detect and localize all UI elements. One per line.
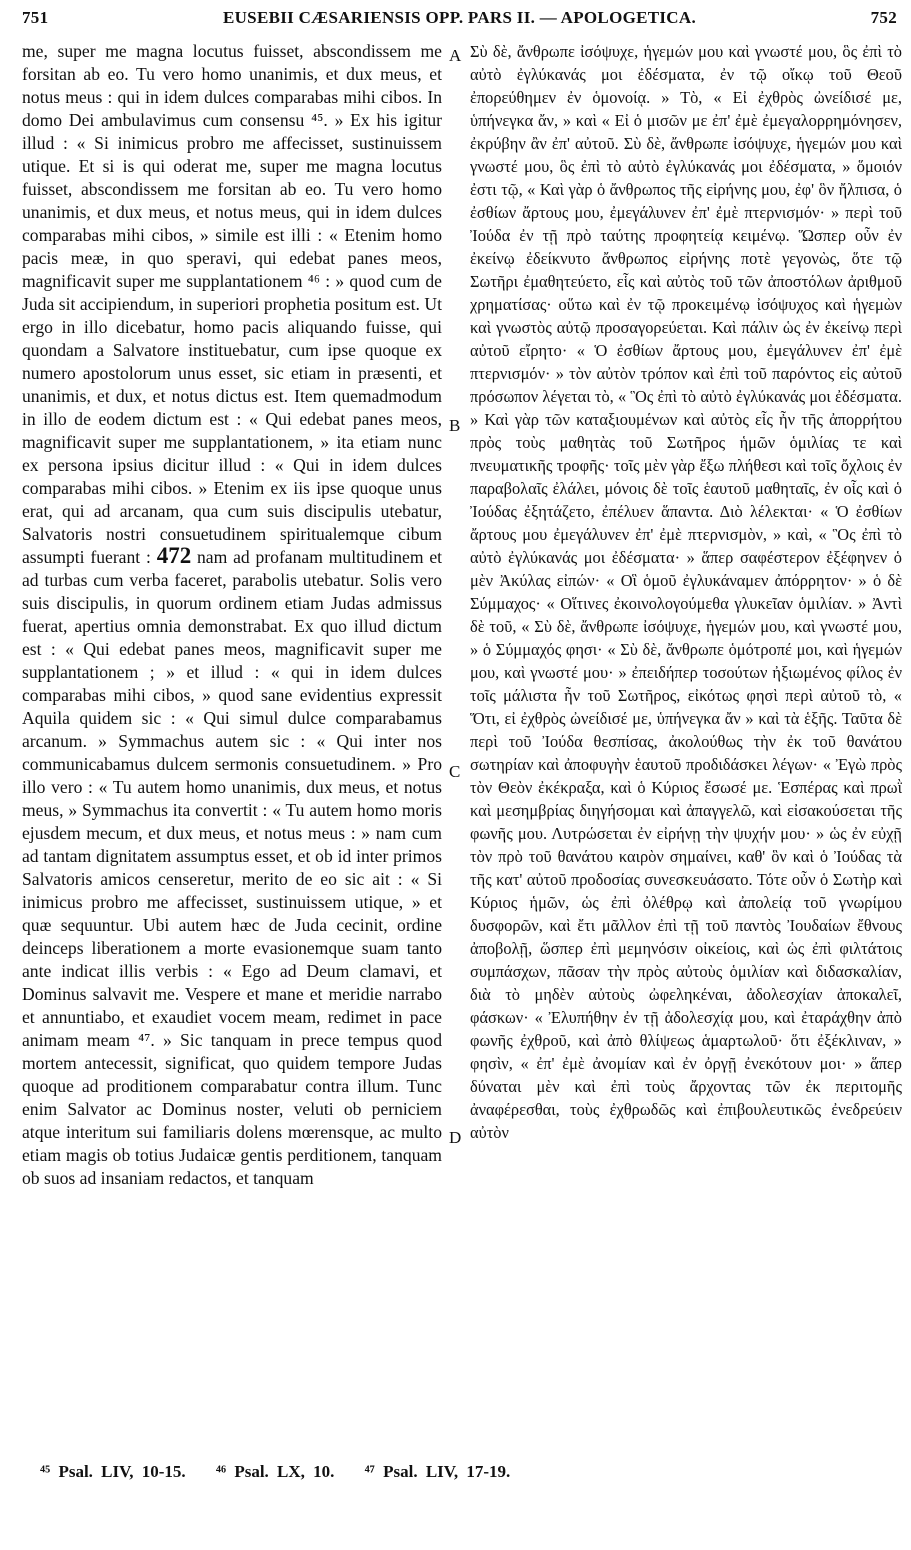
footnote: ⁴⁵ Psal. LIV, 10-15.: [40, 1462, 186, 1481]
greek-column: [470, 40, 902, 1458]
margin-marker-d: D: [449, 1128, 462, 1147]
footnotes: [40, 1462, 891, 1482]
footnote: ⁴⁶ Psal. LX, 10.: [215, 1462, 335, 1481]
greek-text: Σὺ δὲ, ἄνθρωπε ἰσόψυχε, ἡγεμών μου καὶ γνωστέ μου, ὃς ἐπὶ τὸ αὐτὸ ἐγλύκανάς μοι ἐδέσματα, ἐν τῷ οἴκῳ τοῦ Θεοῦ ἐπορεύθημεν ἐν ὁμονοίᾳ. » Τὸ, « Εἰ ἐχθρὸς ὠνείδισέ με, ὑπήνεγκα ἄν, » καὶ « Εἰ ὁ μισῶν με ἐπ' ἐμὲ ἐμεγαλορρημόνησεν, ἐκρύβην ἂν ἐπ' αὐτοῦ. Σὺ δὲ, ἄνθρωπε ἰσόψυχε, ἡγεμών μου καὶ γνωστέ μου, ὃς ἐπὶ τὸ αὐτὸ ἐγλύκανάς μοι ἐδέσματα, » ὅμοιόν ἐστι τῷ, « Καὶ γὰρ ὁ ἄνθρωπος τῆς εἰρήνης μου, ἐφ' ὃν ἤλπισα, ὁ ἐσθίων ἄρτους μου, ἐμεγάλυνεν ἐπ' ἐμὲ πτερνισμόν· » περὶ τοῦ Ἰούδα ἐν τῇ πρὸ ταύτης προφητείᾳ κειμένῳ. Ὥσπερ οὖν ἐν ἐκείνῳ ἐδείκνυτο ἄνθρωπος εἰρήνης ποτὲ γεγονὼς, ὅτε τῷ Σωτῆρι ἐμαθητεύετο, εἷς καὶ αὐτὸς τοῦ τῶν ἀποστόλων ἀριθμοῦ χρηματίσας· οὕτω καὶ ἐν τῷ προκειμένῳ ἰσόψυχος καὶ ἡγεμὼν καὶ γνωστὸς αὐτῷ προσαγορεύεται. Καὶ πάλιν ὡς ἐν ἐκείνῳ περὶ αὐτοῦ εἴρητο· « Ὁ ἐσθίων ἄρτους μου, ἐμεγάλυνεν ἐπ' ἐμὲ πτερνισμόν· » τὸν αὐτὸν τρόπον καὶ ἐπὶ τοῦ παρόντος εἰς αὐτοῦ πρόσωπον λέγεται τὸ, « Ὃς ἐπὶ τὸ αὐτὸ ἐγλύκανάς μοι ἐδέσματα. » Καὶ γὰρ τῶν καταξιουμένων καὶ αὐτὸς εἷς ἦν τῆς ἀπορρήτου πρὸς τοὺς μαθητὰς τοῦ Σωτῆρος ἡμῶν ὁμιλίας τε καὶ πνευματικῆς τροφῆς· τοῖς μὲν γὰρ ἔξω πλήθεσι καὶ τοῖς ὄχλοις ἐν παραβολαῖς ἐλάλει, μόνοις δὲ τοῖς ἑαυτοῦ μαθηταῖς, ἐν οἷς καὶ ὁ Ἰούδας ἐξητάζετο, ἐπέλυεν ἅπαντα. Διὸ λέλεκται· « Ὁ ἐσθίων ἄρτους μου ἐμεγάλυνεν ἐπ' ἐμὲ πτερνισμὸν, » καὶ, « Ὃς ἐπὶ τὸ αὐτὸ ἐγλύκανάς μοι ἐδέσματα· » ἅπερ σαφέστερον ἐξέφηνεν ὁ μὲν Ἀκύλας εἰπών· « Οἳ ὁμοῦ ἐγλυκάναμεν ἀπόρρητον· » ὁ δὲ Σύμμαχος· « Οἵτινες ἐκοινολογούμεθα γλυκεῖαν ὁμιλίαν. » Ἀντὶ δὲ τοῦ, « Σὺ δὲ, ἄνθρωπε ἰσόψυχε, ἡγεμών μου, καὶ γνωστέ μου, » ὁ Σύμμαχός φησι· « Σὺ δὲ, ἄνθρωπε ὁμότροπέ μοι, καὶ ἡγεμών μου, καὶ γνωστέ μου· » ἐπειδήπερ τοσούτων ἠξιωμένος φίλος ἐν τοῖς μάλιστα ἦν τοῦ Σωτῆρος, εἰκότως φησὶ περὶ αὐτοῦ τὸ, « Ὅτι, εἰ ἐχθρὸς ὠνείδισέ με, ὑπήνεγκα ἄν » καὶ τὰ ἑξῆς. Ταῦτα δὲ περὶ τοῦ Ἰούδα θεσπίσας, ἀκολούθως τὴν ἐκ τοῦ θανάτου σωτηρίαν καὶ ἀποφυγὴν ἑαυτοῦ προδιδάσκει λέγων· « Ἐγὼ πρὸς τὸν Θεὸν ἐκέκραξα, καὶ ὁ Κύριος ἔσωσέ με. Ἑσπέρας καὶ πρωῒ καὶ μεσημβρίας διηγήσομαι καὶ ἀπαγγελῶ, καὶ εἰσακούσεται τῆς φωνῆς μου. Λυτρώσεται ἐν εἰρήνῃ τὴν ψυχήν μου· » ὡς ἐν εὐχῇ τὸν πρὸ τοῦ θανάτου καιρὸν σημαίνει, καθ' ὃν καὶ ὁ Ἰούδας τὰ τῆς κατ' αὐτοῦ προδοσίας συνεσκευάσατο. Τότε οὖν ὁ Σωτὴρ καὶ Κύριος ἡμῶν, ὡς ἐπὶ ὀλέθρῳ καὶ ἀπολείᾳ τοῦ γνωρίμου δυσφορῶν, καὶ ἔτι μᾶλλον ἐπὶ τῇ τοῦ παντὸς Ἰουδαίων ἔθνους ἀποβολῇ, ὥσπερ ἐπὶ μεμηνόσιν οἰκείοις, καὶ ὡς ἐπὶ φιλτάτοις συμπάσχων, πᾶσαν τὴν πρὸς αὐτοὺς ὁμιλίαν καὶ διδασκαλίαν, διὰ τὸ μηδὲν αὐτοὺς ὠφεληκέναι, ἀδολεσχίαν ἀποκαλεῖ, φάσκων· « Ἐλυπήθην ἐν τῇ ἀδολεσχίᾳ μου, καὶ ἐταράχθην ἀπὸ φωνῆς ἐχθροῦ, καὶ ἀπὸ θλίψεως ἁμαρτωλοῦ· ὅτι ἐξέκλιναν, » φησὶν, « ἐπ' ἐμὲ ἀνομίαν καὶ ἐν ὀργῇ ἐνεκότουν μοι· » ἅπερ δύναται μὲν καὶ ἐπὶ τοὺς ἄρχοντας τῶν ἐκ περιτομῆς ἀναφέρεσθαι, τοὺς ἐχθρωδῶς καὶ ἐπιβουλευτικῶς ἐνεδρεύειν αὐτὸν: [470, 42, 902, 1142]
left-page-number: 751: [22, 8, 49, 27]
margin-marker-b: B: [449, 416, 461, 435]
right-page-number: 752: [870, 8, 897, 27]
footnote: ⁴⁷ Psal. LIV, 17-19.: [364, 1462, 511, 1481]
latin-text-part-2: nam ad profanam multitudinem et ad turbas cum verba faceret, parabolis utebatur. Solis vero suis discipulis, in quorum ordinem etiam Judas admissus fuerat, apertius omnia demonstrabat. Ex quo illud dictum est : « Qui edebat panes meos, magnificavit super me supplantationem ; » et illud : « qui in idem dulces comparabas mihi cibos, » quod sane evidentius expressit Aquila quidem sic : « Qui simul dulce comparabamus arcanum. » Symmachus autem sic : « Qui inter nos communicabamus dulcem sermonis consuetudinem. » Pro illo vero : « Tu autem homo unanimis, dux meus, et notus meus, » Symmachus ita convertit : « Tu autem homo moris ejusdem mecum, et dux meus, et notus meus : » nam cum ad tantam dignitatem assumptus esset, et ob id inter primos Salvatoris amicos censeretur, merito de eo sic ait : « Si inimicus probro me affecisset, sustinuissem utique, » et quæ sequuntur. Ubi autem hæc de Juda cecinit, ordine deinceps liberationem a morte evasionemque suam tanto ante indicat illis verbis : « Ego ad Deum clamavi, et Dominus salvavit me. Vespere et mane et meridie narrabo et annuntiabo, et exaudiet vocem meam, redimet in pace animam meam ⁴⁷. » Sic tanquam in prece tempus quod mortem antecessit, significat, quo quidem tempore Judas quoque ad proditionem comparabatur contra illum. Tunc enim Salvator ac Dominus noster, veluti ob perniciem atque interitum sui familiaris dolens mœrensque, ac multo etiam magis ob totius Judaicæ gentis perditionem, tanquam ob suos ad insaniam redactos, et tanquam: [22, 547, 443, 1188]
margin-marker-a: A: [449, 46, 462, 65]
latin-column: [22, 40, 442, 1458]
page-header: [22, 8, 897, 32]
latin-text-part-1: me, super me magna locutus fuisset, abscondissem me forsitan ab eo. Tu vero homo unanimis, et dux meus, et notus meus : qui in idem dulces comparabas mihi cibos. In domo Dei ambulavimus cum consensu ⁴⁵. » Ex his igitur illud : « Si inimicus probro me affecisset, sustinuissem utique. Et si is qui oderat me, super me magna locutus fuisset, abscondissem me forsitan ab eo. Tu vero homo unanimis, et dux meus, et notus meus, qui in idem dulces comparabas mihi cibos, » simile est illi : « Etenim homo pacis meæ, in quo speravi, qui edebat panes meos, magnificavit super me supplantationem ⁴⁶ : » quod cum de Juda sit accipiendum, in superiori prophetia positum est. Ut ergo in illo dicebatur, homo pacis aliquando fuisse, qui quondam a Salvatore instituebatur, cum ipse quoque ex numero apostolorum unus esset, sic etiam in præsenti, et unanimis, et dux, et notus dictus est. Item quemadmodum in illo de eodem dictum est : « Qui edebat panes meos, magnificavit super me supplantationem, » ita etiam nunc ex persona ipsius dicitur illud : « Qui in idem dulces comparabas mihi cibos. » Etenim ex iis ipse quoque unus erat, qui ad arcanam, qua cum suis discipulis utebatur, Salvatoris nostri consuetudinem spiritualemque cibum assumpti fuerant :: [22, 41, 442, 567]
margin-marker-c: C: [449, 762, 461, 781]
inline-page-number: 472: [156, 543, 192, 568]
running-title: EUSEBII CÆSARIENSIS OPP. PARS II. — APOLOGETICA.: [222, 8, 697, 27]
latin-text: [22, 40, 442, 1190]
